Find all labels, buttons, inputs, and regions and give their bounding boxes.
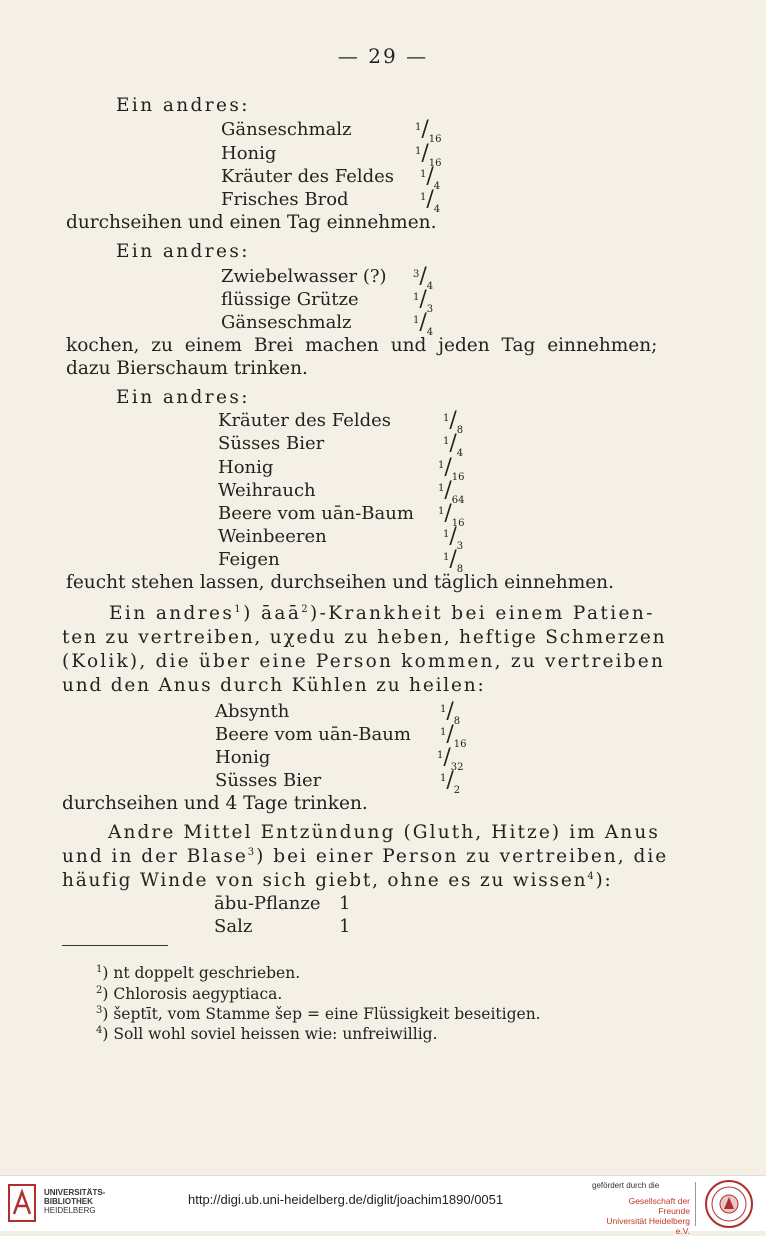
page-number: — 29 — (337, 44, 429, 68)
source-url-link[interactable]: http://digi.ub.uni-heidelberg.de/diglit/joachim1890/0051 (188, 1192, 504, 1207)
recipe-2-heading: Ein andres: (116, 241, 250, 262)
footnote-divider (62, 945, 168, 946)
ingredient-name: Weinbeeren (218, 526, 327, 547)
library-logo-icon (8, 1184, 36, 1222)
ingredient-name: Süsses Bier (215, 770, 322, 791)
society-name: Gesellschaft der Freunde Universität Heidelberg e.V. (606, 1196, 690, 1236)
ingredient-fraction: $^1/_4$ (413, 310, 434, 338)
recipe-4-line4: und den Anus durch Kühlen zu heilen: (62, 675, 486, 696)
recipe-5-line2: und in der Blase$^3$) bei einer Person zu vertreiben, die (62, 846, 669, 867)
ingredient-quantity: 1 (339, 916, 351, 937)
ingredient-name: Süsses Bier (218, 433, 325, 454)
recipe-4-line3: (Kolik), die über eine Person kommen, zu vertreiben (62, 651, 666, 672)
ingredient-name: Kräuter des Feldes (221, 166, 395, 187)
recipe-4-line1: Ein andres$^1$) āaā$^2$)-Krankheit bei einem Patien- (109, 603, 655, 624)
university-seal-icon (704, 1179, 754, 1229)
ingredient-name: ābu-Pflanze (214, 893, 321, 914)
recipe-3-heading: Ein andres: (116, 387, 250, 408)
ingredient-fraction: $^1/_3$ (443, 524, 464, 552)
footnote: $^4$) Soll wohl soviel heissen wie: unfreiwillig. (96, 1025, 438, 1044)
ingredient-fraction: $^1/_8$ (443, 408, 464, 436)
ingredient-name: Beere vom uān-Baum (218, 503, 414, 524)
recipe-5-line3: häufig Winde von sich giebt, ohne es zu wissen$^4$): (62, 870, 613, 891)
recipe-3-instruction: feucht stehen lassen, durchseihen und täglich einnehmen. (66, 572, 614, 593)
ingredient-name: Weihrauch (218, 480, 316, 501)
ingredient-name: Gänseschmalz (221, 312, 352, 333)
ingredient-fraction: $^1/_4$ (420, 164, 441, 192)
recipe-4-line2: ten zu vertreiben, uχedu zu heben, heftige Schmerzen (62, 627, 667, 648)
ingredient-fraction: $^1/_8$ (440, 699, 461, 727)
recipe-2-instruction-line1: kochen, zu einem Brei machen und jeden Tag einnehmen; (66, 335, 658, 356)
ingredient-fraction: $^1/_{16}$ (415, 141, 442, 169)
ingredient-name: Feigen (218, 549, 280, 570)
ingredient-fraction: $^1/_8$ (443, 547, 464, 575)
ingredient-name: Honig (218, 457, 274, 478)
ingredient-fraction: $^1/_4$ (420, 187, 441, 215)
ingredient-fraction: $^1/_{16}$ (438, 501, 465, 529)
ingredient-name: flüssige Grütze (221, 289, 359, 310)
ingredient-quantity: 1 (339, 893, 351, 914)
footer-divider (695, 1182, 696, 1226)
ingredient-fraction: $^1/_3$ (413, 287, 434, 315)
ingredient-name: Zwiebelwasser (?) (221, 266, 387, 287)
ingredient-name: Honig (215, 747, 271, 768)
ingredient-name: Gänseschmalz (221, 119, 352, 140)
recipe-1-instruction: durchseihen und einen Tag einnehmen. (66, 212, 437, 233)
footnote: $^2$) Chlorosis aegyptiaca. (96, 985, 283, 1004)
recipe-2-instruction-line2: dazu Bierschaum trinken. (66, 358, 308, 379)
ingredient-fraction: $^1/_{32}$ (437, 745, 464, 773)
ingredient-fraction: $^1/_{16}$ (415, 117, 442, 145)
ingredient-fraction: $^1/_4$ (443, 431, 464, 459)
ingredient-fraction: $^1/_{16}$ (440, 722, 467, 750)
ingredient-name: Frisches Brod (221, 189, 349, 210)
supported-by-label: gefördert durch die (592, 1181, 660, 1190)
ingredient-fraction: $^1/_{64}$ (438, 478, 465, 506)
ingredient-name: Beere vom uān-Baum (215, 724, 411, 745)
recipe-1-heading: Ein andres: (116, 95, 250, 116)
ingredient-fraction: $^3/_4$ (413, 264, 434, 292)
ingredient-name: Kräuter des Feldes (218, 410, 392, 431)
ingredient-fraction: $^1/_{16}$ (438, 455, 465, 483)
footnote: $^3$) šeptīt, vom Stamme šep = eine Flüssigkeit beseitigen. (96, 1005, 541, 1024)
library-name: UNIVERSITÄTS- BIBLIOTHEK HEIDELBERG (44, 1188, 106, 1215)
footnote: $^1$) nt doppelt geschrieben. (96, 964, 301, 983)
ingredient-name: Honig (221, 143, 277, 164)
footer-bar (0, 1175, 766, 1236)
ingredient-name: Absynth (215, 701, 290, 722)
ingredient-name: Salz (214, 916, 253, 937)
ingredient-fraction: $^1/_2$ (440, 768, 461, 796)
recipe-5-line1: Andre Mittel Entzündung (Gluth, Hitze) im Anus (108, 822, 660, 843)
recipe-4-instruction: durchseihen und 4 Tage trinken. (62, 793, 368, 814)
